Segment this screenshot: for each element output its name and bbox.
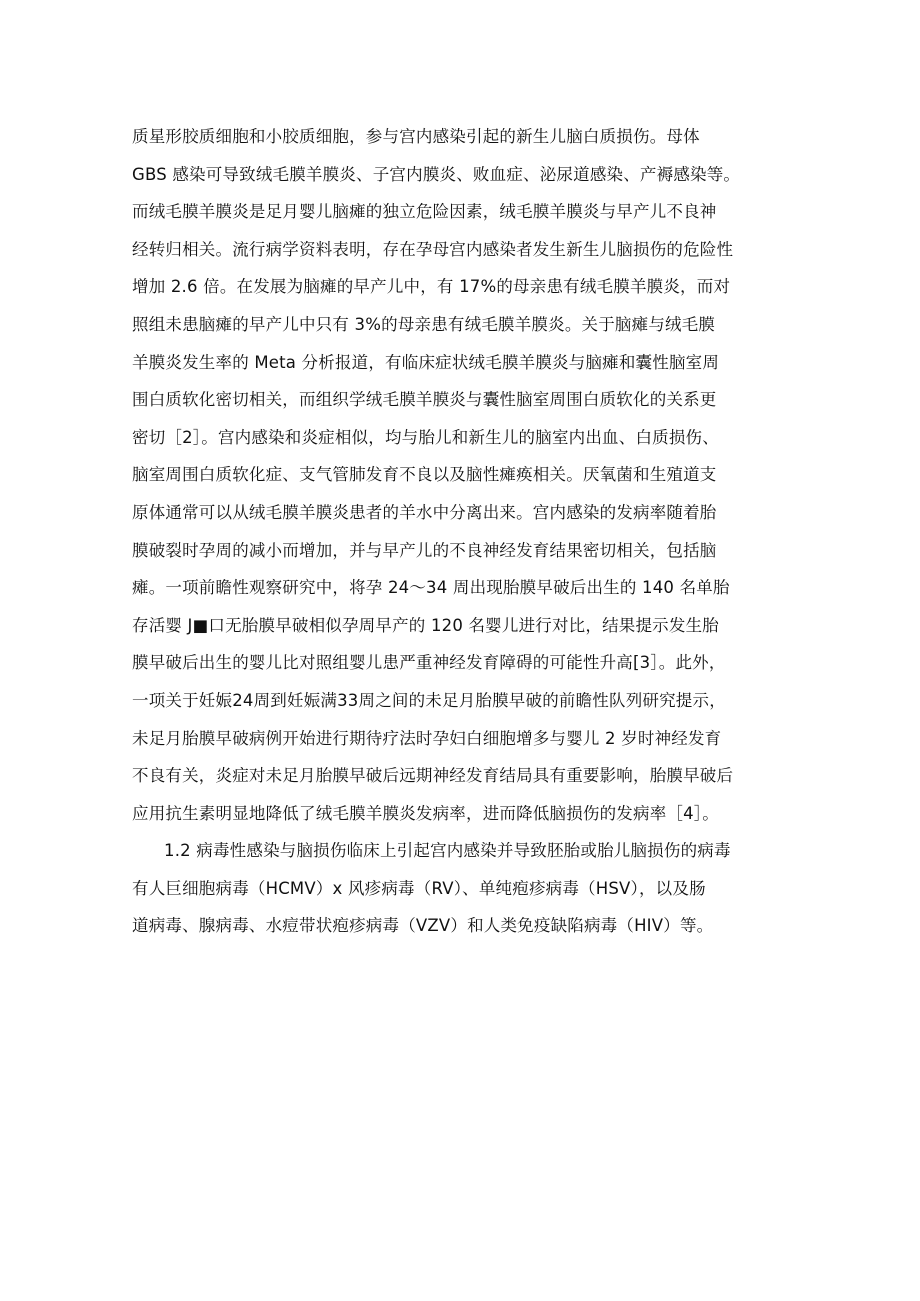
text-line: 有人巨细胞病毒（HCMV）x 风疹病毒（RV）、单纯疱疹病毒（HSV），以及肠 [132,878,706,898]
text-line: 羊膜炎发生率的 Meta 分析报道，有临床症状绒毛膜羊膜炎与脑瘫和囊性脑室周 [132,352,720,372]
text-line: 不良有关，炎症对未足月胎膜早破后远期神经发育结局具有重要影响，胎膜早破后 [132,766,734,786]
text-line: 道病毒、腺病毒、水痘带状疱疹病毒（VZV）和人类免疫缺陷病毒（HIV）等。 [132,916,714,936]
text-line: 围白质软化密切相关，而组织学绒毛膜羊膜炎与囊性脑室周围白质软化的关系更 [132,390,717,410]
text-line: 瘫。一项前瞻性观察研究中，将孕 24～34 周出现胎膜早破后出生的 140 名单胎 [132,578,730,598]
text-line: 质星形胶质细胞和小胶质细胞，参与宫内感染引起的新生儿脑白质损伤。母体 [132,127,700,146]
text-line: 经转归相关。流行病学资料表明，存在孕母宫内感染者发生新生儿脑损伤的危险性 [132,239,734,259]
text-line: 增加 2.6 倍。在发展为脑瘫的早产儿中，有 17%的母亲患有绒毛膜羊膜炎，而对 [132,277,731,297]
text-line: 照组未患脑瘫的早产儿中只有 3%的母亲患有绒毛膜羊膜炎。关于脑瘫与绒毛膜 [132,314,716,334]
text-line: 脑室周围白质软化症、支气管肺发育不良以及脑性瘫痪相关。厌氧菌和生殖道支 [132,465,717,485]
text-line: 存活婴 J■口无胎膜早破相似孕周早产的 120 名婴儿进行对比，结果提示发生胎 [132,615,719,635]
text-line: 原体通常可以从绒毛膜羊膜炎患者的羊水中分离出来。宫内感染的发病率随着胎 [132,502,717,522]
text-line: 应用抗生素明显地降低了绒毛膜羊膜炎发病率，进而降低脑损伤的发病率［4］。 [132,803,719,823]
body-text [132,118,812,945]
text-line: 膜破裂时孕周的减小而增加，并与早产儿的不良神经发育结果密切相关，包括脑 [132,540,717,560]
text-line: 一项关于妊娠24周到妊娠满33周之间的未足月胎膜早破的前瞻性队列研究提示， [132,690,726,710]
text-line: GBS 感染可导致绒毛膜羊膜炎、子宫内膜炎、败血症、泌尿道感染、产褥感染等。 [132,164,741,184]
text-line: 膜早破后出生的婴儿比对照组婴儿患严重神经发育障碍的可能性升高[3］。此外， [132,653,726,673]
text-line: 未足月胎膜早破病例开始进行期待疗法时孕妇白细胞增多与婴儿 2 岁时神经发育 [132,728,722,748]
section-heading-line: 1.2 病毒性感染与脑损伤临床上引起宫内感染并导致胚胎或胎儿脑损伤的病毒 [164,841,731,861]
text-line: 密切［2］。宫内感染和炎症相似，均与胎儿和新生儿的脑室内出血、白质损伤、 [132,427,719,447]
text-line: 而绒毛膜羊膜炎是足月婴儿脑瘫的独立危险因素，绒毛膜羊膜炎与早产儿不良神 [132,202,717,222]
